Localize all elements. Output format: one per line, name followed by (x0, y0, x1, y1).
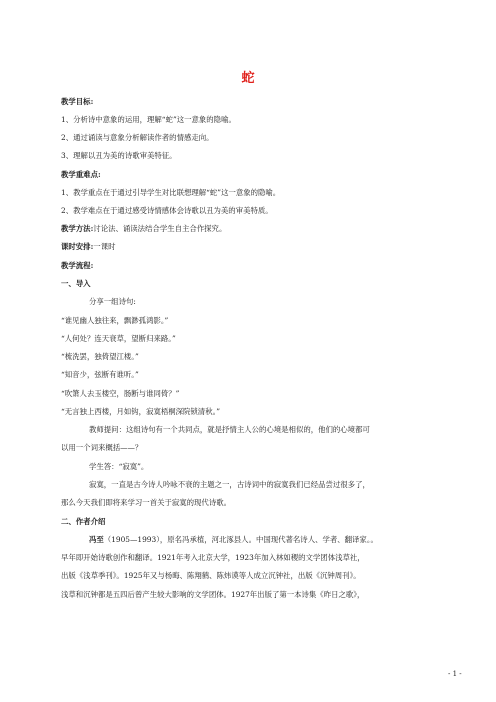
share-intro: 分享一组诗句: (89, 297, 136, 306)
schedule-text: 一课时 (93, 242, 116, 251)
student-answer: 学生答：“寂寞”。 (89, 462, 149, 471)
doc-title: 蛇 (241, 71, 255, 86)
section-heading: 一、导入 (61, 279, 91, 288)
quote-line: “知音少，弦断有谁听。” (61, 370, 139, 379)
schedule-label: 课时安排: (61, 242, 94, 251)
author-line: 出版《浅草季刊》。1925年又与杨晦、陈翔鹤、陈炜谟等人成立沉钟社，出版《沉钟周刊》。 (61, 571, 361, 580)
process-heading: 教学流程: (61, 261, 94, 270)
keypoints-heading: 教学重难点: (61, 170, 101, 179)
page-number: - 1 - (448, 670, 462, 678)
quote-line: “无言独上西楼，月如钩，寂寞梧桐深院锁清秋。” (61, 407, 221, 416)
section-heading: 二、作者介绍 (61, 517, 106, 526)
goal-item: 2、通过诵读与意象分析解读作者的情感走向。 (61, 133, 214, 142)
author-line (89, 535, 378, 545)
paragraph-line: 寂寞，一直是古今诗人吟咏不衰的主题之一，古诗词中的寂寞我们已经品尝过很多了， (89, 480, 370, 489)
teacher-question: 教师提问：这组诗句有一个共同点，就是抒情主人公的心境是相似的，他们的心境都可 (89, 425, 370, 434)
method-row (61, 224, 226, 234)
author-line: 早年即开始诗歌创作和翻译。1921年考入北京大学，1923年加入林如稷的文学团体浅草社， (61, 553, 365, 562)
keypoint-item: 1、教学重点在于通过引导学生对比联想理解“蛇”这一意象的隐喻。 (61, 188, 281, 197)
goal-item: 3、理解以丑为美的诗歌审美特征。 (61, 151, 177, 160)
keypoint-item: 2、教学难点在于通过感受诗情感体会诗歌以丑为美的审美特质。 (61, 206, 273, 215)
method-label: 教学方法: (61, 224, 94, 233)
author-line: 浅草和沉钟都是五四后曾产生较大影响的文学团体。1927年出版了第一本诗集《昨日之歌》， (61, 590, 365, 599)
method-text: 讨论法、诵读法结合学生自主合作探究。 (93, 224, 227, 233)
quote-line: “人何处？连天衰草，望断归来路。” (61, 334, 176, 343)
goals-heading: 教学目标: (61, 97, 94, 106)
goal-item: 1、分析诗中意象的运用，理解“蛇”这一意象的隐喻。 (61, 115, 236, 124)
author-name: 冯至 (89, 535, 104, 544)
quote-line: “梳洗罢，独倚望江楼。” (61, 352, 139, 361)
paragraph-line: 那么今天我们即将来学习一首关于寂寞的现代诗歌。 (61, 498, 231, 507)
author-text: （1905—1993），原名冯承植，河北涿县人。中国现代著名诗人、学者、翻译家。。 (103, 535, 378, 544)
teacher-question-cont: 以用一个词来概括——？ (61, 443, 143, 452)
quote-line: “谁见幽人独往来，飘渺孤鸿影。” (61, 316, 169, 325)
schedule-row (61, 242, 115, 252)
quote-line: “吹箫人去玉楼空，肠断与谁同倚？” (61, 389, 180, 398)
